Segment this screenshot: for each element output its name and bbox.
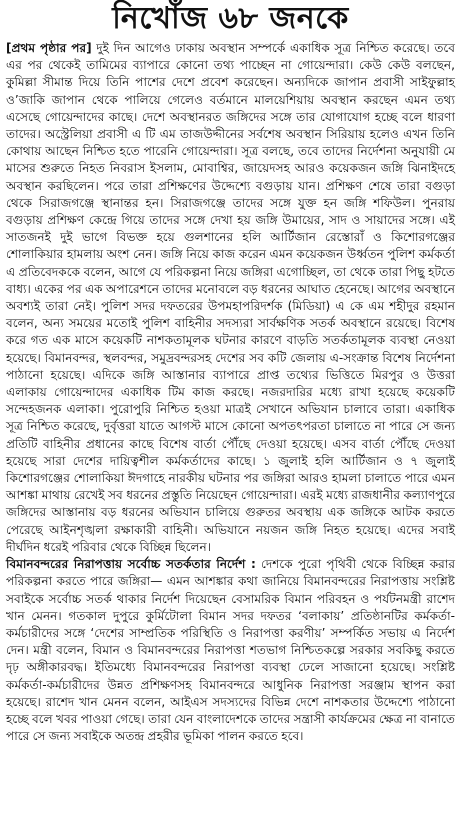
article-paragraph-2 — [6, 556, 455, 745]
bottom-fade — [0, 817, 459, 825]
subheading: বিমানবন্দরের নিরাপত্তায় সর্বোচ্চ সতর্কতার নির্দেশ : — [6, 557, 256, 572]
headline: নিখোঁজ ৬৮ জনকে — [112, 1, 349, 36]
article-paragraph-1 — [6, 40, 455, 556]
paragraph-1-text: দুই দিন আগেও ঢাকায় অবস্থান সম্পর্কে একাধিক সূত্র নিশ্চিত করেছে। তবে এর পর থেকেই তামিমের ব্যাপারে কোনো তথ্য পাচ্ছেন না গোয়েন্দারা। কেউ কেউ বলছেন, কুমিল্লা সীমান্ত দিয়ে তিনি পাশের দেশে প্রবেশ করেছেন। অন্যদিকে জাপান প্রবাসী সাইফুল্লাহ ও’জাকি জাপান থেকে পালিয়ে গেলেও বর্তমানে মালয়েশিয়ায় অবস্থান করছেন এমন তথ্য এসেছে গোয়েন্দাদের কাছে। দেশে অবস্থানরত জঙ্গিদের সঙ্গে তার যোগাযোগ হচ্ছে বলে ধারণা তাদের। অস্ট্রেলিয়া প্রবাসী এ টি এম তাজউদ্দীনের সর্বশেষ অবস্থান সিরিয়ায় হলেও এখন তিনি কোথায় আছেন নিশ্চিত হতে পারেনি গোয়েন্দারা। সূত্র বলছে, তবে তাদের নির্দেশনা অনুযায়ী মে মাসের শুরুতে নিহত নিবরাস ইসলাম, মোবাশ্বির, জায়েদসহ আরও কয়েকজন জঙ্গি ঝিনাইদহে অবস্থান করছিলেন। পরে তারা প্রশিক্ষণের উদ্দেশ্যে বগুড়ায় যান। প্রশিক্ষণ শেষে তারা বগুড়া থেকে সিরাজগঞ্জে স্থানান্তর হন। সিরাজগঞ্জে তাদের সঙ্গে যুক্ত হন জঙ্গি শফিউল। পুনরায় বগুড়ায় প্রশিক্ষণ কেন্দ্রে গিয়ে তাদের সঙ্গে দেখা হয় জঙ্গি উমায়ের, সাদ ও সায়াদের সঙ্গে। এই সাতজনই দুই ভাগে বিভক্ত হয়ে গুলশানের হলি আর্টিজান রেস্তোরাঁ ও কিশোরগঞ্জের শোলাকিয়ার হামলায় অংশ নেন। জঙ্গি নিয়ে কাজ করেন এমন কয়েকজন উর্ধ্বতন পুলিশ কর্মকর্তা এ প্রতিবেদককে বলেন, আগে যে পরিকল্পনা নিয়ে জঙ্গিরা এগোচ্ছিল, তা থেকে তারা পিছু হটতে বাধ্য। একের পর এক অপারেশনে তাদের মনোবলে বড় ধরনের আঘাত হেনেছে। আগের অবস্থানে অবশ্যই তারা নেই। পুলিশ সদর দফতরের উপমহাপরিদর্শক (মিডিয়া) এ কে এম শহীদুর রহমান বলেন, অন্য সময়ের মতোই পুলিশ বাহিনীর সদস্যরা সার্বক্ষণিক সতর্ক অবস্থানে রয়েছে। বিশেষ করে গত এক মাসে কয়েকটি নাশকতামূলক ঘটনার কারণে বাড়তি সতর্কতামূলক ব্যবস্থা নেওয়া হয়েছে। বিমানবন্দর, স্থলবন্দর, সমুদ্রবন্দরসহ দেশের সব কটি জেলায় এ-সংক্রান্ত বিশেষ নির্দেশনা পাঠানো হয়েছে। এদিকে জঙ্গি আস্তানার ব্যাপারে প্রাপ্ত তথ্যের ভিত্তিতে মিরপুর ও উত্তরা এলাকায় গোয়েন্দাদের একাধিক টিম কাজ করছে। নজরদারির মধ্যে রাখা হয়েছে কয়েকটি সন্দেহজনক এলাকা। পুরোপুরি নিশ্চিত হওয়া মাত্রই সেখানে অভিযান চালাবে তারা। একাধিক সূত্র নিশ্চিত করেছে, দুর্বৃত্তরা যাতে আগস্ট মাসে কোনো অপতৎপরতা চালাতে না পারে সে জন্য প্রতিটি বাহিনীর প্রধানের কাছে বিশেষ বার্তা পৌঁছে দেওয়া হয়েছে। এসব বার্তা পৌঁছে দেওয়া হয়েছে সারা দেশের দায়িত্বশীল কর্মকর্তাদের কাছে। ১ জুলাই হলি আর্টিজান ও ৭ জুলাই কিশোরগঞ্জের শোলাকিয়া ঈদগাহে নারকীয় ঘটনার পর জঙ্গিরা আরও হামলা চালাতে পারে এমন আশঙ্কা মাথায় রেখেই সব ধরনের প্রস্তুতি নিয়েছেন গোয়েন্দারা। এরই মধ্যে রাজধানীর কল্যাণপুরে জঙ্গিদের আস্তানায় বড় ধরনের অভিযান চালিয়ে গুরুতর অবস্থায় এক জঙ্গিকে আটক করতে পেরেছে আইনশৃঙ্খলা রক্ষাকারী বাহিনী। অভিযানে নয়জন জঙ্গি নিহত হয়েছে। এদের সবাই দীর্ঘদিন ধরেই পরিবার থেকে বিচ্ছিন্ন ছিলেন। — [6, 41, 455, 554]
paragraph-2-text: দেশকে পুরো পৃথিবী থেকে বিচ্ছিন্ন করার পরিকল্পনা করতে পারে জঙ্গিরা— এমন আশঙ্কার কথা জানিয়ে বিমানবন্দরের নিরাপত্তায় সংশ্লিষ্ট সবাইকে সর্বোচ্চ সতর্ক থাকার নির্দেশ দিয়েছেন বেসামরিক বিমান পরিবহন ও পর্যটনমন্ত্রী রাশেদ খান মেনন। গতকাল দুপুরে কুর্মিটোলা বিমান সদর দফতর ‘বলাকায়’ প্রতিষ্ঠানটির কর্মকর্তা-কর্মচারীদের সঙ্গে ‘দেশের সাম্প্রতিক পরিস্থিতি ও নিরাপত্তা করণীয়’ সম্পর্কিত সভায় এ নির্দেশ দেন। মন্ত্রী বলেন, বিমান ও বিমানবন্দরের নিরাপত্তা শতভাগ নিশ্চিতকল্পে সরকার সবকিছু করতে দৃঢ় অঙ্গীকারবদ্ধ। ইতিমধ্যে বিমানবন্দরের নিরাপত্তা ব্যবস্থা ঢেলে সাজানো হয়েছে। সংশ্লিষ্ট কর্মকর্তা-কর্মচারীদের উন্নত প্রশিক্ষণসহ বিমানবন্দরে আধুনিক নিরাপত্তা সরঞ্জাম স্থাপন করা হয়েছে। রাশেদ খান মেনন বলেন, আইএস সদস্যদের বিভিন্ন দেশে নাশকতার উদ্দেশ্যে পাঠানো হচ্ছে বলে খবর পাওয়া গেছে। তারা যেন বাংলাদেশকে তাদের সন্ত্রাসী কার্যক্রমের ক্ষেত্র না বানাতে পারে সে জন্য সবাইকে অতন্দ্র প্রহরীর ভূমিকা পালন করতে হবে। — [6, 557, 455, 744]
continuation-label: [প্রথম পৃষ্ঠার পর] — [6, 41, 92, 55]
